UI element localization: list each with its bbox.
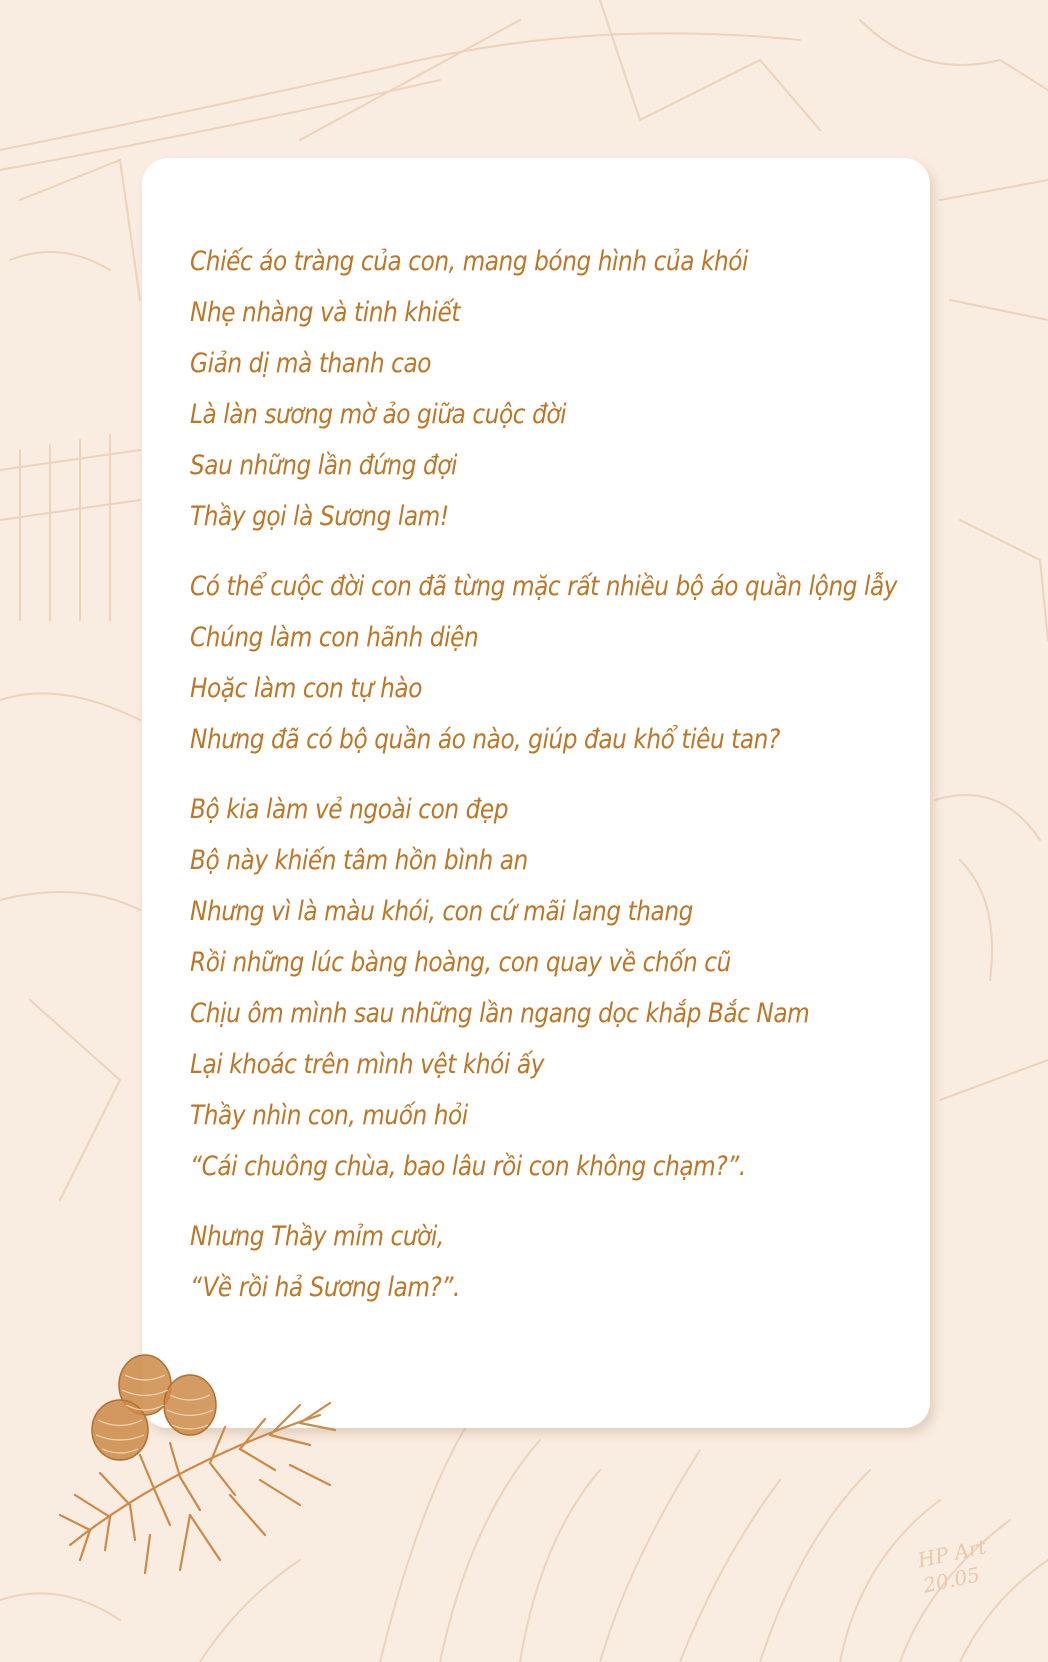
poem-line: Bộ này khiến tâm hồn bình an [190,845,528,876]
pinecone-branch-icon [50,1345,340,1575]
poem-line: Lại khoác trên mình vệt khói ấy [190,1049,545,1080]
poem-stanza [190,784,890,1192]
poem-line: Chiếc áo tràng của con, mang bóng hình của khói [190,246,749,277]
poem-line: Nhưng Thầy mỉm cười, [190,1221,444,1252]
poem-stanza [190,561,898,765]
poem-line: Thầy nhìn con, muốn hỏi [190,1100,468,1131]
poem-line: Giản dị mà thanh cao [190,348,432,379]
poem-line: “Về rồi hả Sương lam?”. [190,1272,460,1303]
signature-name: HP Art [915,1534,989,1573]
poem-line: Nhưng đã có bộ quần áo nào, giúp đau khổ tiêu tan? [190,724,780,755]
poem-line: “Cái chuông chùa, bao lâu rồi con không chạm?”. [190,1151,746,1182]
poem-line: Bộ kia làm vẻ ngoài con đẹp [190,794,509,825]
poem-line: Là làn sương mờ ảo giữa cuộc đời [190,399,567,430]
poem-line: Chịu ôm mình sau những lần ngang dọc khắp Bắc Nam [190,998,810,1029]
poem-line: Hoặc làm con tự hào [190,673,422,704]
signature-date: 20.05 [920,1562,982,1598]
poem-line: Có thể cuộc đời con đã từng mặc rất nhiều bộ áo quần lộng lẫy [190,571,898,602]
poem-card [142,158,930,1428]
poem-line: Nhưng vì là màu khói, con cứ mãi lang thang [190,896,693,927]
poem-line: Chúng làm con hãnh diện [190,622,479,653]
poem-line: Nhẹ nhàng và tinh khiết [190,297,461,328]
poem-line: Rồi những lúc bàng hoàng, con quay về chốn cũ [190,947,731,978]
poem-line: Thầy gọi là Sương lam! [190,501,449,532]
poem-stanza [190,236,890,542]
poem-line: Sau những lần đứng đợi [190,450,458,481]
poem-text [190,236,898,1332]
poem-stanza [190,1211,890,1313]
